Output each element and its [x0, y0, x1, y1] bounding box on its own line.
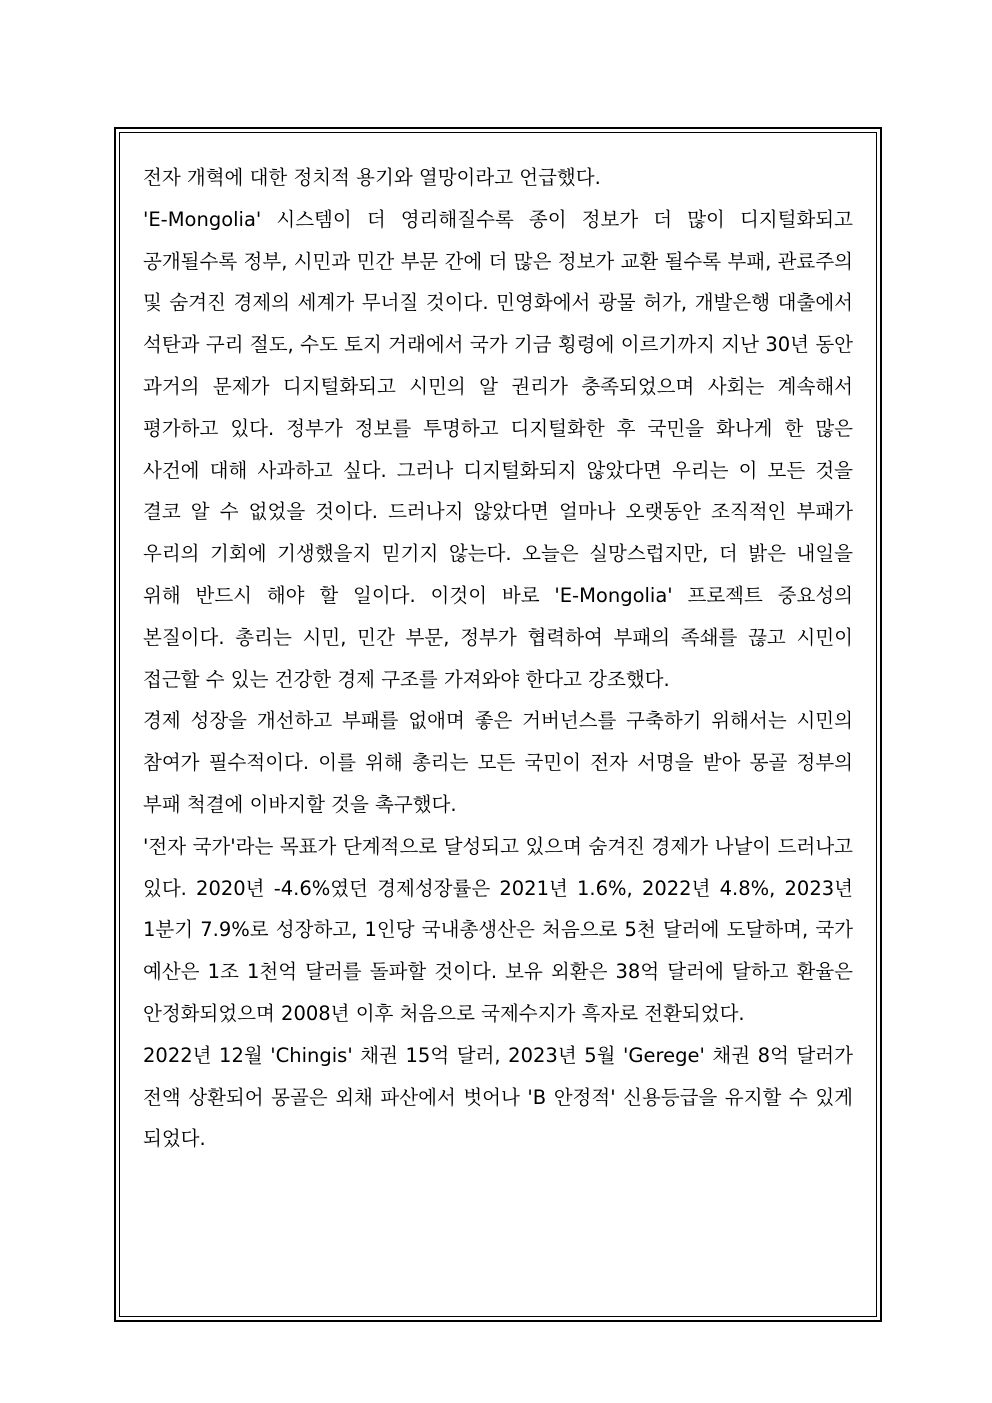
- paragraph-3: 경제 성장을 개선하고 부패를 없애며 좋은 거버넌스를 구축하기 위해서는 시민의 참여가 필수적이다. 이를 위해 총리는 모든 국민이 전자 서명을 받아 몽골 정부의 부패 척결에 이바지할 것을 촉구했다.: [143, 709, 853, 816]
- paragraph-1: 전자 개혁에 대한 정치적 용기와 열망이라고 언급했다.: [143, 166, 601, 189]
- paragraph-4: '전자 국가'라는 목표가 단계적으로 달성되고 있으며 숨겨진 경제가 나날이 드러나고 있다. 2020년 -4.6%였던 경제성장률은 2021년 1.6%, 2022년 4.8%, 2023년 1분기 7.9%로 성장하고, 1인당 국내총생산은 처음으로 5천 달러에 도달하며, 국가 예산은 1조 1천억 달러를 돌파할 것이다. 보유 외환은 38억 달러에 달하고 환율은 안정화되었으며 2008년 이후 처음으로 국제수지가 흑자로 전환되었다.: [143, 834, 853, 1025]
- paragraph-5: 2022년 12월 'Chingis' 채권 15억 달러, 2023년 5월 'Gerege' 채권 8억 달러가 전액 상환되어 몽골은 외채 파산에서 벗어나 'B 안정적' 신용등급을 유지할 수 있게 되었다.: [143, 1043, 853, 1151]
- document-body: [143, 157, 853, 1160]
- paragraph-2: 'E-Mongolia' 시스템이 더 영리해질수록 종이 정보가 더 많이 디지털화되고 공개될수록 정부, 시민과 민간 부문 간에 더 많은 정보가 교환 될수록 부패, 관료주의 및 숨겨진 경제의 세계가 무너질 것이다. 민영화에서 광물 허가, 개발은행 대출에서 석탄과 구리 절도, 수도 토지 거래에서 국가 기금 횡령에 이르기까지 지난 30년 동안 과거의 문제가 디지털화되고 시민의 알 권리가 충족되었으며 사회는 계속해서 평가하고 있다. 정부가 정보를 투명하고 디지털화한 후 국민을 화나게 한 많은 사건에 대해 사과하고 싶다. 그러나 디지털화되지 않았다면 우리는 이 모든 것을 결코 알 수 없었을 것이다. 드러나지 않았다면 얼마나 오랫동안 조직적인 부패가 우리의 기회에 기생했을지 믿기지 않는다. 오늘은 실망스럽지만, 더 밝은 내일을 위해 반드시 해야 할 일이다. 이것이 바로 'E-Mongolia' 프로젝트 중요성의 본질이다. 총리는 시민, 민간 부문, 정부가 협력하여 부패의 족쇄를 끊고 시민이 접근할 수 있는 건강한 경제 구조를 가져와야 한다고 강조했다.: [143, 207, 853, 691]
